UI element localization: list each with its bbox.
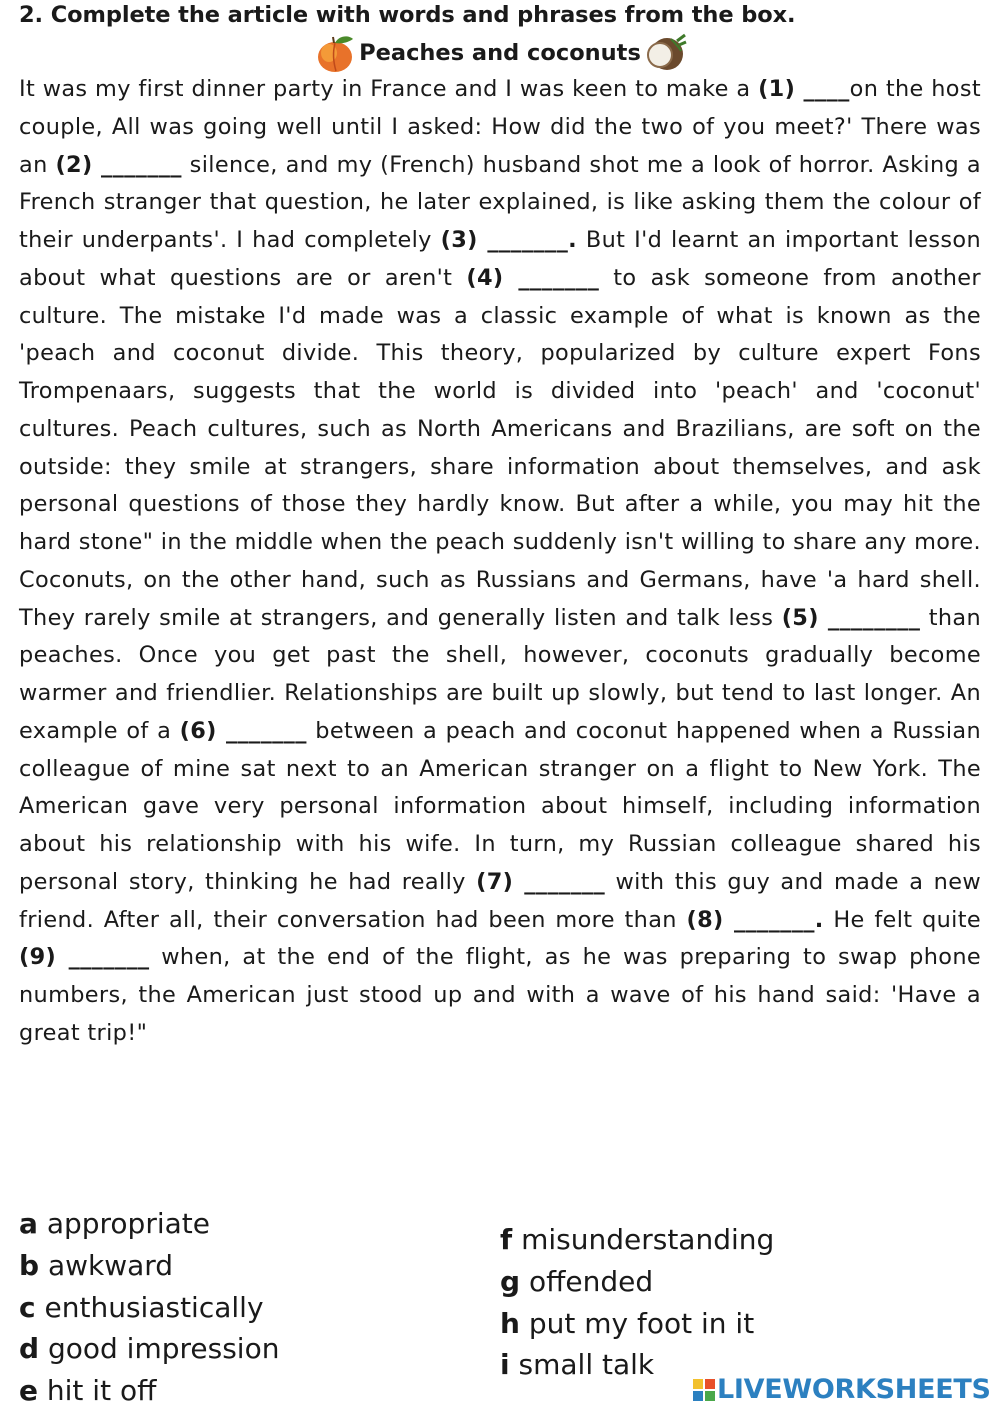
article-segment: with this guy and made a new friend. After all, their conversation had been more than	[19, 868, 982, 933]
article-segment: to ask someone from another culture. The mistake I'd made was a classic example of what is known as the 'peach and coconut divide. This theory, popularized by culture expert Fons Trompenaars, suggests that the world is divided into 'peach' and 'coconut' cultures. Peach cultures, such as North Americans and Brazilians, are soft on the outside: they smile at strangers, share information about themselves, and ask personal questions of those they hardly know. But after a while, you may hit the hard stone" in the middle when the peach suddenly isn't willing to share any more. Coconuts, on the other hand, such as Russians and Germans, have 'a hard shell. They rarely smile at strangers, and generally listen and talk less	[19, 264, 981, 631]
option-text: offended	[528, 1264, 654, 1298]
gap-blank[interactable]: (7) _______	[476, 868, 606, 895]
word-box-right-column	[500, 1219, 774, 1386]
option-text: misunderstanding	[521, 1223, 775, 1256]
option-text: enthusiastically	[44, 1290, 264, 1324]
word-box-left-column	[19, 1203, 279, 1412]
word-box-option	[500, 1219, 774, 1261]
article-segment: He felt quite	[823, 906, 982, 933]
liveworksheets-logo[interactable]	[693, 1374, 991, 1405]
word-box-option	[500, 1303, 774, 1345]
gap-blank[interactable]: (2) _______	[55, 151, 182, 178]
article-title-row	[0, 33, 1000, 73]
option-letter: c	[19, 1290, 36, 1324]
article-segment: But I'd learnt an important lesson about what questions are or aren't	[19, 227, 982, 291]
article-segment: than peaches. Once you get past the shell, however, coconuts gradually become warmer and friendlier. Relationships are built up slowly, but tend to last longer. An example of a	[19, 604, 982, 744]
article-segment: It was my first dinner party in France and I was keen to make a	[19, 76, 759, 102]
gap-blank[interactable]: (9) _______	[19, 944, 150, 971]
gap-blank[interactable]: (8) _______.	[686, 906, 824, 933]
option-text: hit it off	[46, 1374, 157, 1408]
gap-blank[interactable]: (5) ________	[781, 604, 921, 631]
word-box-option	[19, 1203, 279, 1245]
gap-blank[interactable]: (4) _______	[466, 264, 600, 291]
exercise-instruction: 2. Complete the article with words and phrases from the box.	[19, 2, 796, 28]
option-text: awkward	[47, 1248, 174, 1282]
word-box-option	[19, 1245, 279, 1287]
gap-blank[interactable]: (3) _______.	[440, 227, 577, 253]
article-title: Peaches and coconuts	[359, 40, 641, 66]
article-text	[19, 71, 981, 1053]
article-segment: when, at the end of the flight, as he was preparing to swap phone numbers, the American just stood up and with a wave of his hand said: 'Have a great trip!"	[19, 944, 982, 1046]
option-text: put my foot in it	[528, 1306, 755, 1340]
option-text: small talk	[518, 1348, 655, 1382]
word-box-option	[19, 1328, 279, 1370]
option-letter: d	[19, 1332, 40, 1366]
option-letter: g	[500, 1264, 521, 1298]
liveworksheets-brand-text: LIVEWORKSHEETS	[717, 1374, 991, 1405]
word-box-option	[19, 1287, 279, 1329]
article-segment: on the host couple, All was going well until I asked: How did the two of you meet?' There was an	[19, 76, 981, 178]
option-letter: a	[19, 1207, 38, 1240]
article-segment: between a peach and coconut happened when a Russian colleague of mine sat next to an American stranger on a flight to New York. The American gave very personal information about himself, including information about his relationship with his wife. In turn, my Russian colleague shared his personal story, thinking he had really	[19, 717, 982, 895]
option-text: good impression	[47, 1332, 280, 1366]
coconut-icon	[641, 33, 687, 73]
option-text: appropriate	[46, 1207, 210, 1240]
peach-icon	[313, 33, 359, 73]
word-box-option	[500, 1261, 774, 1303]
option-letter: h	[500, 1306, 520, 1340]
gap-blank[interactable]: (6) _______	[179, 717, 307, 744]
option-letter: b	[19, 1248, 40, 1282]
option-letter: i	[500, 1348, 510, 1382]
option-letter: f	[500, 1223, 513, 1256]
liveworksheets-logo-icon	[693, 1378, 715, 1402]
gap-blank[interactable]: (1) ____	[758, 76, 850, 102]
word-box-option	[19, 1370, 279, 1412]
article-segment: silence, and my (French) husband shot me a look of horror. Asking a French stranger that question, he later explained, is like asking them the colour of their underpants'. I had completely	[19, 151, 981, 253]
option-letter: e	[19, 1374, 38, 1408]
